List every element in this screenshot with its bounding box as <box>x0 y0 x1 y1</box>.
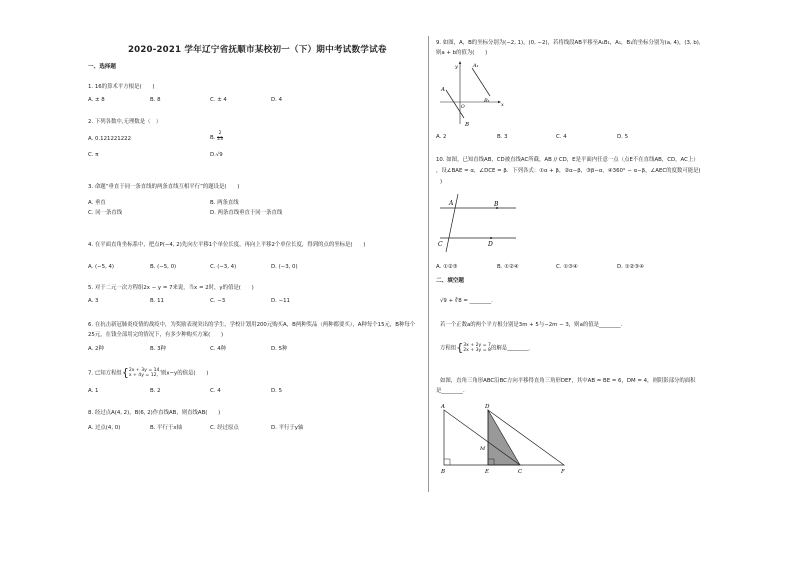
q9-label-a: A <box>441 87 445 93</box>
q14-label-a: A <box>441 404 445 410</box>
q9-stem-line1: 9. 如图，A，B的坐标分别为(−2, 1)，(0, −2)，若将线段AB平移至A₁B₁，A₁，B₁的坐标分别为(a, 4)，(3, b)， <box>436 40 705 46</box>
q2-option-b: B. $\frac{2}{23}$ <box>210 131 223 142</box>
q9-label-x: x <box>501 102 504 108</box>
q5-option-b: B. 11 <box>150 298 164 304</box>
q6-stem: 6. 在抗击新冠肺炎疫情的战疫中，为奖励表现突出的学生，学校计划用200元购买A，B两种奖品（两种都要买），A种每个15元，B种每个25元，在钱全部用完的情况下，有多少种购买方案( ) <box>88 322 416 338</box>
q14-stem-line1: 如图，直角三角形ABC沿BC方向平移得直角三角形DEF，其中AB = BE = 6，DM = 4，则阴影部分的面积 <box>440 378 696 384</box>
q9-label-y: y <box>455 64 458 70</box>
q10-option-b: B. ①②④ <box>497 264 519 270</box>
q9-label-b1: B₁ <box>484 98 490 104</box>
q11-stem: √9 + ∛8 = ________. <box>440 298 493 304</box>
q8-option-b: B. 平行于x轴 <box>150 425 182 431</box>
q3-option-b: B. 两条直线 <box>210 200 239 206</box>
q3-option-c: C. 同一条直线 <box>88 210 123 216</box>
q13-equation-system: 3x + 2y = 7 2x + 3y = 8 <box>463 343 491 353</box>
q8-option-d: D. 平行于y轴 <box>271 425 304 431</box>
q9-label-a1: A₁ <box>473 63 479 69</box>
q14-shaded-region <box>488 410 520 465</box>
q10-label-c: C <box>438 241 443 248</box>
q2-stem: 2. 下列各数中,无理数是（ ） <box>88 119 162 125</box>
q14-triangle-abc <box>444 410 520 465</box>
q7-option-d: D. 5 <box>271 388 283 394</box>
q1-option-c: C. ± 4 <box>210 97 227 103</box>
q5-option-c: C. −3 <box>210 298 226 304</box>
section-choice-heading: 一、选择题 <box>88 64 116 70</box>
q8-option-c: C. 经过原点 <box>210 425 239 431</box>
q1-option-a: A. ± 8 <box>88 97 105 103</box>
q7-option-c: C. 4 <box>210 388 221 394</box>
q5-option-a: A. 3 <box>88 298 99 304</box>
q10-stem-line3: ) <box>440 179 443 185</box>
q4-option-a: A. (−5, 4) <box>88 264 115 270</box>
q10-option-d: D. ①②③④ <box>617 264 644 270</box>
q14-label-b: B <box>441 469 446 475</box>
q14-label-d: D <box>485 404 490 410</box>
section-fill-heading: 二、填空题 <box>436 278 464 284</box>
q10-label-d: D <box>488 241 493 248</box>
q7-equation-system: 2x + 3y = 14, x + 4y = 12, <box>128 368 161 378</box>
q4-option-b: B. (−5, 0) <box>150 264 177 270</box>
q6-option-b: B. 3种 <box>150 346 166 352</box>
q7-stem: 7. 已知方程组{2x + 3y = 14, x + 4y = 12, 则x−y的值是( ) <box>88 366 209 379</box>
q10-option-a: A. ①②③ <box>436 264 458 270</box>
q10-option-c: C. ①③④ <box>556 264 578 270</box>
q1-option-b: B. 8 <box>150 97 161 103</box>
q3-stem: 3. 命题“垂直于同一条直线的两条直线互相平行”的题设是( ) <box>88 184 240 190</box>
q4-option-d: D. (−3, 0) <box>271 264 298 270</box>
q9-segment-ab <box>446 90 464 118</box>
q9-option-b: B. 3 <box>497 134 508 140</box>
q6-option-c: C. 4种 <box>210 346 227 352</box>
q13-stem: 方程组{3x + 2y = 7 2x + 3y = 8的解是________. <box>440 341 531 354</box>
q9-y-arrow-icon <box>459 61 461 64</box>
q14-stem-line2: 是________. <box>436 388 465 394</box>
q9-option-c: C. 4 <box>556 134 567 140</box>
q2-option-c: C. π <box>88 152 99 158</box>
q7-option-a: A. 1 <box>88 388 99 394</box>
column-divider <box>428 36 429 492</box>
q5-option-d: D. −11 <box>271 298 290 304</box>
q12-stem: 若一个正数a的两个平方根分别是3m + 5与−2m − 3，则a的值是________. <box>440 322 623 328</box>
q6-option-d: D. 5种 <box>271 346 288 352</box>
q2-option-d: D.√9 <box>210 152 223 158</box>
q3-option-a: A. 垂直 <box>88 200 106 206</box>
q14-label-c: C <box>518 469 523 475</box>
q9-figure <box>436 58 506 128</box>
q1-stem: 1. 16的算术平方根是( ) <box>88 84 155 90</box>
q9-stem-line2: 则a + b的值为( ) <box>436 50 488 56</box>
q14-label-e: E <box>485 469 490 475</box>
q10-stem-line2: ，设∠BAE = α，∠DCE = β．下列各式：①α + β，②α−β，③β−α，④360° − α−β，∠AEC的度数可能是( <box>436 168 701 174</box>
q7-option-b: B. 2 <box>150 388 161 394</box>
q10-point-d <box>490 237 492 239</box>
q9-option-d: D. 5 <box>617 134 629 140</box>
q6-option-a: A. 2种 <box>88 346 104 352</box>
q10-figure <box>436 192 518 252</box>
q8-option-a: A. 过点(4, 0) <box>88 425 121 431</box>
q9-option-a: A. 2 <box>436 134 447 140</box>
q10-label-a: A <box>449 200 454 207</box>
q5-stem: 5. 对于二元一次方程组2x − y = 7来说，当x = 2时，y的值是( ) <box>88 285 254 291</box>
q4-option-c: C. (−3, 4) <box>210 264 237 270</box>
q9-segment-a1b1 <box>472 68 490 96</box>
q14-figure <box>436 402 576 482</box>
q14-label-f: F <box>561 469 565 475</box>
q4-stem: 4. 在平面直角坐标系中，把点P(−4, 2)先向左平移1个单位长度，再向上平移2个单位长度，得到的点的坐标是( ) <box>88 242 366 248</box>
q8-stem: 8. 经过点A(4, 2)，B(6, 2)作直线AB，则直线AB( ) <box>88 410 221 416</box>
page-title: 2020-2021 学年辽宁省抚顺市某校初一（下）期中考试数学试卷 <box>128 45 387 55</box>
q14-right-angle-b <box>444 459 450 465</box>
q2-option-a: A. 0.121221222 <box>88 136 132 142</box>
q9-label-origin: O <box>461 105 465 110</box>
q2-fraction: $\frac{2}{23}$ <box>217 131 223 142</box>
q1-option-d: D. 4 <box>271 97 283 103</box>
q10-stem-line1: 10. 如图，已知直线AB，CD被直线AC所截，AB // CD，E是平面内任意一点（点E不在直线AB，CD，AC上） <box>436 157 699 163</box>
q9-label-b: B <box>465 122 470 128</box>
q14-label-m: M <box>480 446 486 452</box>
q3-option-d: D. 两条直线垂直于同一条直线 <box>210 210 283 216</box>
q10-label-b: B <box>494 201 499 208</box>
